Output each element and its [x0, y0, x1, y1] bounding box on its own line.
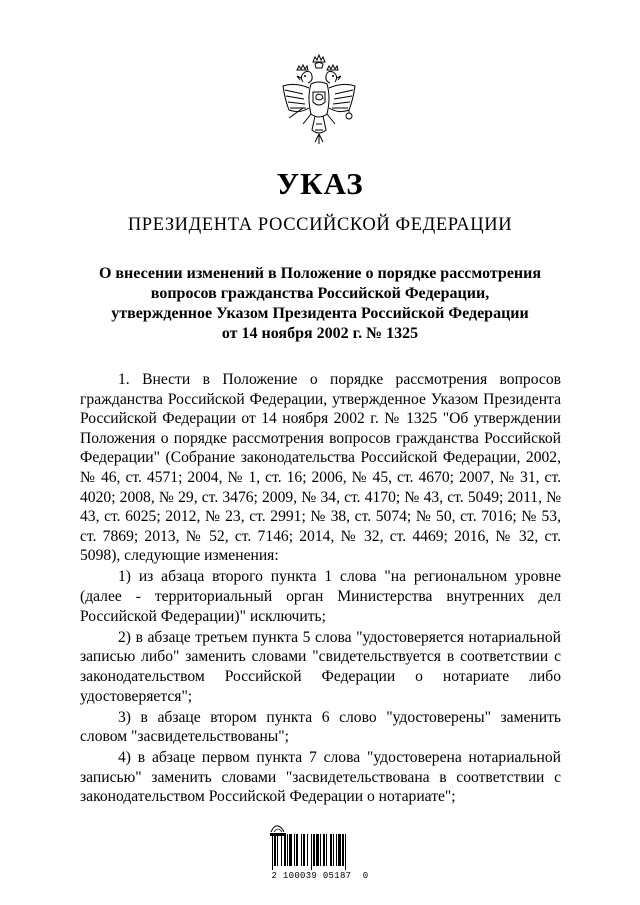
paragraph-subitem-4: 4) в абзаце первом пункта 7 слова "удостоверена нотариальной записью" заменить словами "засвидетельствована в соответствии с законодательством Российской Федерации о нотариате"; [80, 749, 561, 806]
paragraph-subitem-2: 2) в абзаце третьем пункта 5 слова "удостоверяется нотариальной записью либо" заменить словами "свидетельствуется в соответствии с законодательством Российской Федерации о нотариате либо удостоверяется"; [80, 628, 561, 705]
decree-heading [70, 264, 570, 344]
paragraph-item-1: 1. Внести в Положение о порядке рассмотрения вопросов гражданства Российской Федерации, утвержденное Указом Президента Российской Федерации от 14 ноября 2002 г. № 1325 "Об утверждении Положения о порядке рассмотрения вопросов гражданства Российской Федерации" (Собрание законодательства Российской Федерации, 2002, № 46, ст. 4571; 2004, № 1, ст. 16; 2006, № 45, ст. 4670; 2007, № 31, ст. 4020; 2008, № 29, ст. 3476; 2009, № 34, ст. 4170; № 43, ст. 5049; 2011, № 43, ст. 6025; 2012, № 23, ст. 2991; № 38, ст. 5074; № 50, ст. 7016; № 53, ст. 7869; 2013, № 52, ст. 7146; 2014, № 32, ст. 4469; 2016, № 32, ст. 5098), следующие изменения: [80, 371, 561, 565]
barcode-stripe [287, 834, 288, 866]
barcode-stripe [307, 834, 308, 866]
heading-line: утвержденное Указом Президента Российской Федерации [111, 305, 529, 322]
barcode-stripe [320, 834, 321, 866]
barcode-stripe [284, 834, 286, 866]
barcode-stripe [338, 834, 341, 866]
barcode-stripe [289, 834, 292, 866]
barcode-stripe [277, 834, 278, 866]
barcode-stripe [296, 834, 298, 866]
decree-title: УКАЗ [276, 166, 364, 201]
barcode-stripe [336, 834, 337, 866]
barcode-stripe [323, 834, 325, 866]
barcode-stripe [274, 834, 276, 866]
barcode-stripe [333, 834, 334, 866]
decree-body [80, 370, 561, 809]
barcode-stripe [330, 834, 332, 866]
heading-line: вопросов гражданства Российской Федерации, [150, 285, 490, 302]
decree-subtitle: ПРЕЗИДЕНТА РОССИЙСКОЙ ФЕДЕРАЦИИ [127, 215, 513, 235]
barcode-stripe [303, 834, 305, 866]
barcode-icon [272, 834, 368, 870]
barcode-number: 2 100039 05187 0 [271, 871, 369, 881]
barcode-stripe [272, 834, 273, 870]
document-barcode [268, 823, 372, 883]
barcode-stripe [342, 834, 344, 866]
barcode-stripe [316, 834, 319, 866]
barcode-stripe [345, 834, 346, 870]
barcode-stripe [294, 834, 295, 866]
barcode-stripe [281, 834, 282, 866]
paragraph-subitem-3: 3) в абзаце втором пункта 6 слово "удостоверены" заменить словом "засвидетельствованы"; [80, 708, 561, 746]
barcode-stripe [301, 834, 302, 866]
barcode-stripe [326, 834, 327, 866]
paragraph-subitem-1: 1) из абзаца второго пункта 1 слова "на региональном уровне (далее - территориальный орган Министерства внутренних дел Российской Федерации)" исключить; [80, 568, 561, 625]
barcode-stripe [313, 834, 315, 866]
coat-of-arms-icon [275, 52, 363, 150]
heading-line: О внесении изменений в Положение о порядке рассмотрения [98, 265, 542, 282]
heading-line: от 14 ноября 2002 г. № 1325 [221, 325, 419, 342]
barcode-stripe [311, 834, 312, 870]
